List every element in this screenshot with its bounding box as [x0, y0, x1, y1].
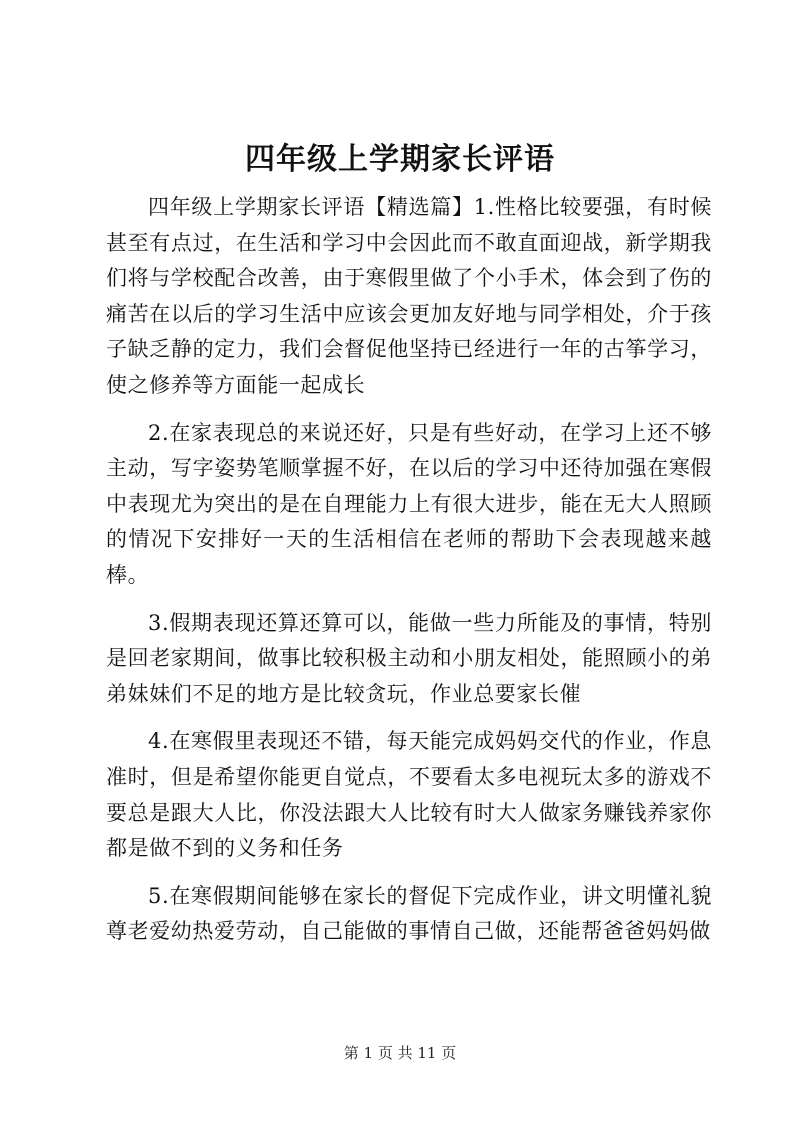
paragraph-2: 2.在家表现总的来说还好，只是有些好动，在学习上还不够主动，写字姿势笔顺掌握不好，在以后的学习中还待加强在寒假中表现尤为突出的是在自理能力上有很大进步，能在无大人照顾的情况下安排好一天的生活相信在老师的帮助下会表现越来越棒。	[106, 420, 712, 587]
paragraph-3: 3.假期表现还算还算可以，能做一些力所能及的事情，特别是回老家期间，做事比较积极主动和小朋友相处，能照顾小的弟弟妹妹们不足的地方是比较贪玩，作业总要家长催	[106, 610, 712, 706]
page-footer: 第 1 页 共 11 页	[343, 1044, 457, 1062]
paragraph-4: 4.在寒假里表现还不错，每天能完成妈妈交代的作业，作息准时，但是希望你能更自觉点，不要看太多电视玩太多的游戏不要总是跟大人比，你没法跟大人比较有时大人做家务赚钱养家你都是做不到的义务和任务	[106, 729, 712, 861]
document-body	[106, 190, 712, 962]
paragraph-1: 四年级上学期家长评语【精选篇】1.性格比较要强，有时候甚至有点过，在生活和学习中会因此而不敢直面迎战，新学期我们将与学校配合改善，由于寒假里做了个小手术，体会到了伤的痛苦在以后的学习生活中应该会更加友好地与同学相处，介于孩子缺乏静的定力，我们会督促他坚持已经进行一年的古筝学习，使之修养等方面能一起成长	[106, 195, 712, 397]
paragraph-5: 5.在寒假期间能够在家长的督促下完成作业，讲文明懂礼貌尊老爱幼热爱劳动，自己能做的事情自己做，还能帮爸爸妈妈做	[106, 883, 712, 944]
document-title: 四年级上学期家长评语	[245, 142, 555, 177]
